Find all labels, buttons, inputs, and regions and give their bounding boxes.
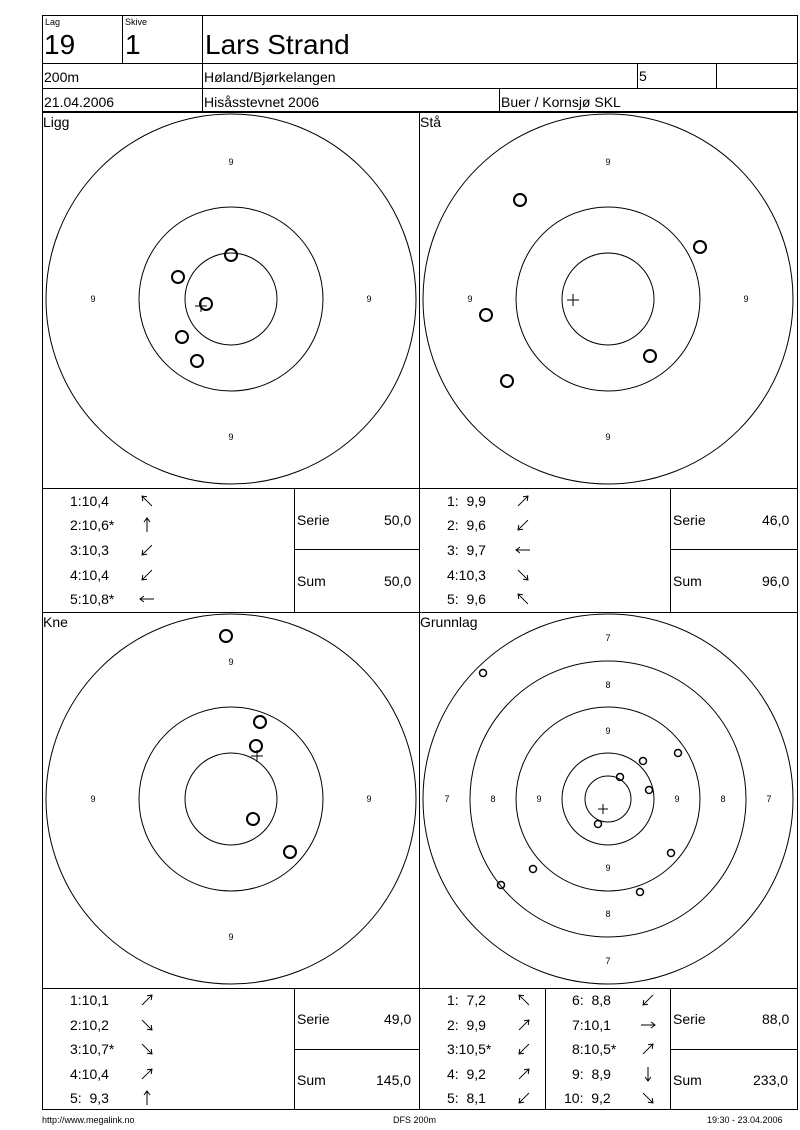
direction-arrow-icon xyxy=(638,992,658,1008)
skive-label: Skive xyxy=(125,17,148,27)
sta-ring-outer xyxy=(423,114,793,484)
direction-arrow-icon xyxy=(137,542,157,558)
distance: 200m xyxy=(44,69,80,85)
grunnlag-ring-label-8: 8 xyxy=(605,909,611,919)
direction-arrow-icon xyxy=(137,1090,157,1106)
sta-ring-label: 9 xyxy=(743,294,749,304)
date: 21.04.2006 xyxy=(44,94,115,110)
direction-arrow-icon xyxy=(514,1090,534,1106)
direction-arrow-icon xyxy=(514,992,534,1008)
grunnlag-shot-row: 4: 9,2 xyxy=(447,1066,486,1082)
kne-serie-value: 49,0 xyxy=(384,1011,412,1027)
kne-ring-outer xyxy=(46,614,416,984)
sta-shot xyxy=(694,241,706,253)
kne-ring-label: 9 xyxy=(90,794,96,804)
grunnlag-shot-row: 10: 9,2 xyxy=(564,1090,611,1106)
grunnlag-sum-value: 233,0 xyxy=(753,1072,789,1088)
footer-discipline: DFS 200m xyxy=(393,1115,437,1125)
sta-shot xyxy=(644,350,656,362)
grunnlag-ring-label-7: 7 xyxy=(605,956,611,966)
direction-arrow-icon xyxy=(137,1066,157,1082)
sta-shot xyxy=(514,194,526,206)
grunnlag-ring-label-8: 8 xyxy=(490,794,496,804)
grunnlag-shot-row: 5: 8,1 xyxy=(447,1090,486,1106)
kne-ring-label: 9 xyxy=(228,932,234,942)
shooter-name: Lars Strand xyxy=(205,29,350,60)
direction-arrow-icon xyxy=(137,493,157,509)
ligg-shot-row: 4:10,4 xyxy=(70,567,109,583)
sta-sum-value: 96,0 xyxy=(762,573,790,589)
direction-arrow-icon xyxy=(638,1017,658,1033)
sta-serie-label: Serie xyxy=(673,512,706,528)
grunnlag-shot xyxy=(595,821,602,828)
direction-arrow-icon xyxy=(513,567,533,583)
grunnlag-shot xyxy=(480,670,487,677)
kne-ring-inner xyxy=(185,753,277,845)
footer-url[interactable]: http://www.megalink.no xyxy=(42,1115,135,1125)
sta-ring-mid xyxy=(516,207,700,391)
grunnlag-ring-x xyxy=(585,776,631,822)
direction-arrow-icon xyxy=(137,992,157,1008)
ligg-shot xyxy=(172,271,184,283)
direction-arrow-icon xyxy=(513,591,533,607)
direction-arrow-icon xyxy=(137,591,157,607)
kne-shot-row: 5: 9,3 xyxy=(70,1090,109,1106)
ligg-shot-row: 3:10,3 xyxy=(70,542,109,558)
kne-title: Kne xyxy=(43,614,68,630)
grunnlag-shot xyxy=(530,866,537,873)
lag-number: 19 xyxy=(44,29,76,60)
kne-shot xyxy=(220,630,232,642)
direction-arrow-icon xyxy=(638,1090,658,1106)
kne-serie-label: Serie xyxy=(297,1011,330,1027)
grunnlag-shot-row: 1: 7,2 xyxy=(447,992,486,1008)
kne-ring-mid xyxy=(139,707,323,891)
kne-shot xyxy=(254,716,266,728)
grunnlag-shot-row: 3:10,5* xyxy=(447,1041,492,1057)
kne-ring-label: 9 xyxy=(228,657,234,667)
sta-ring-label: 9 xyxy=(605,432,611,442)
kne-sum-label: Sum xyxy=(297,1072,326,1088)
grunnlag-shot xyxy=(675,750,682,757)
ligg-shot xyxy=(225,249,237,261)
sta-shot-row: 5: 9,6 xyxy=(447,591,486,607)
sta-shot xyxy=(501,375,513,387)
direction-arrow-icon xyxy=(514,1041,534,1057)
grunnlag-ring-label-9: 9 xyxy=(674,794,680,804)
ligg-ring-label: 9 xyxy=(366,294,372,304)
grunnlag-shot xyxy=(640,758,647,765)
direction-arrow-icon xyxy=(514,1017,534,1033)
kne-shot-row: 1:10,1 xyxy=(70,992,109,1008)
grunnlag-ring-label-8: 8 xyxy=(720,794,726,804)
sta-serie-value: 46,0 xyxy=(762,512,790,528)
ligg-shot xyxy=(191,355,203,367)
ligg-sum-value: 50,0 xyxy=(384,573,412,589)
grunnlag-shot xyxy=(646,787,653,794)
grunnlag-ring-8 xyxy=(470,661,746,937)
ligg-ring-label: 9 xyxy=(90,294,96,304)
sta-shot xyxy=(480,309,492,321)
sta-ring-label: 9 xyxy=(605,157,611,167)
ligg-ring-label: 9 xyxy=(228,432,234,442)
sta-ring-label: 9 xyxy=(467,294,473,304)
ligg-serie-value: 50,0 xyxy=(384,512,412,528)
direction-arrow-icon xyxy=(513,542,533,558)
ligg-shot-row: 1:10,4 xyxy=(70,493,109,509)
event-name: Hisåsstevnet 2006 xyxy=(204,94,320,110)
ligg-serie-label: Serie xyxy=(297,512,330,528)
grunnlag-shot-row: 6: 8,8 xyxy=(572,992,611,1008)
grunnlag-shot xyxy=(668,850,675,857)
kne-shot-row: 3:10,7* xyxy=(70,1041,115,1057)
direction-arrow-icon xyxy=(638,1041,658,1057)
ligg-shot xyxy=(176,331,188,343)
grunnlag-shot-row: 8:10,5* xyxy=(572,1041,617,1057)
grunnlag-title: Grunnlag xyxy=(420,614,478,630)
sta-ring-inner xyxy=(562,253,654,345)
grunnlag-ring-label-7: 7 xyxy=(766,794,772,804)
sta-shot-row: 2: 9,6 xyxy=(447,517,486,533)
direction-arrow-icon xyxy=(513,517,533,533)
ligg-ring-label: 9 xyxy=(228,157,234,167)
grunnlag-serie-label: Serie xyxy=(673,1011,706,1027)
kne-shot xyxy=(250,740,262,752)
kne-shot-row: 2:10,2 xyxy=(70,1017,109,1033)
kne-shot-row: 4:10,4 xyxy=(70,1066,109,1082)
grunnlag-ring-10 xyxy=(562,753,654,845)
kne-ring-label: 9 xyxy=(366,794,372,804)
direction-arrow-icon xyxy=(638,1066,658,1082)
direction-arrow-icon xyxy=(137,517,157,533)
ligg-shot-row: 5:10,8* xyxy=(70,591,115,607)
grunnlag-ring-label-9: 9 xyxy=(605,863,611,873)
ligg-ring-mid xyxy=(139,207,323,391)
grunnlag-shot-row: 7:10,1 xyxy=(572,1017,611,1033)
sta-shot-row: 4:10,3 xyxy=(447,567,486,583)
grunnlag-shot-row: 9: 8,9 xyxy=(572,1066,611,1082)
grunnlag-serie-value: 88,0 xyxy=(762,1011,790,1027)
ligg-sum-label: Sum xyxy=(297,573,326,589)
direction-arrow-icon xyxy=(137,567,157,583)
sta-title: Stå xyxy=(420,114,442,130)
direction-arrow-icon xyxy=(137,1041,157,1057)
ligg-ring-outer xyxy=(46,114,416,484)
sta-sum-label: Sum xyxy=(673,573,702,589)
direction-arrow-icon xyxy=(137,1017,157,1033)
place: Buer / Kornsjø SKL xyxy=(501,94,621,110)
club: Høland/Bjørkelangen xyxy=(204,69,336,85)
grunnlag-sum-label: Sum xyxy=(673,1072,702,1088)
skive-number: 1 xyxy=(125,29,141,60)
direction-arrow-icon xyxy=(514,1066,534,1082)
lag-label: Lag xyxy=(45,17,61,27)
direction-arrow-icon xyxy=(513,493,533,509)
sta-shot-row: 3: 9,7 xyxy=(447,542,486,558)
kne-shot xyxy=(284,846,296,858)
footer-timestamp: 19:30 - 23.04.2006 xyxy=(707,1115,783,1125)
grunnlag-ring-label-8: 8 xyxy=(605,680,611,690)
grunnlag-ring-label-9: 9 xyxy=(605,726,611,736)
grunnlag-ring-label-7: 7 xyxy=(444,794,450,804)
kne-sum-value: 145,0 xyxy=(376,1072,412,1088)
ligg-shot-row: 2:10,6* xyxy=(70,517,115,533)
sta-shot-row: 1: 9,9 xyxy=(447,493,486,509)
grunnlag-ring-label-9: 9 xyxy=(536,794,542,804)
grunnlag-ring-7 xyxy=(423,614,793,984)
grunnlag-ring-label-7: 7 xyxy=(605,633,611,643)
klasse: 5 xyxy=(639,68,647,84)
grunnlag-shot-row: 2: 9,9 xyxy=(447,1017,486,1033)
kne-shot xyxy=(247,813,259,825)
ligg-title: Ligg xyxy=(43,114,70,130)
ligg-ring-inner xyxy=(185,253,277,345)
grunnlag-shot xyxy=(637,889,644,896)
ligg-shot xyxy=(200,298,212,310)
grunnlag-shot xyxy=(498,882,505,889)
